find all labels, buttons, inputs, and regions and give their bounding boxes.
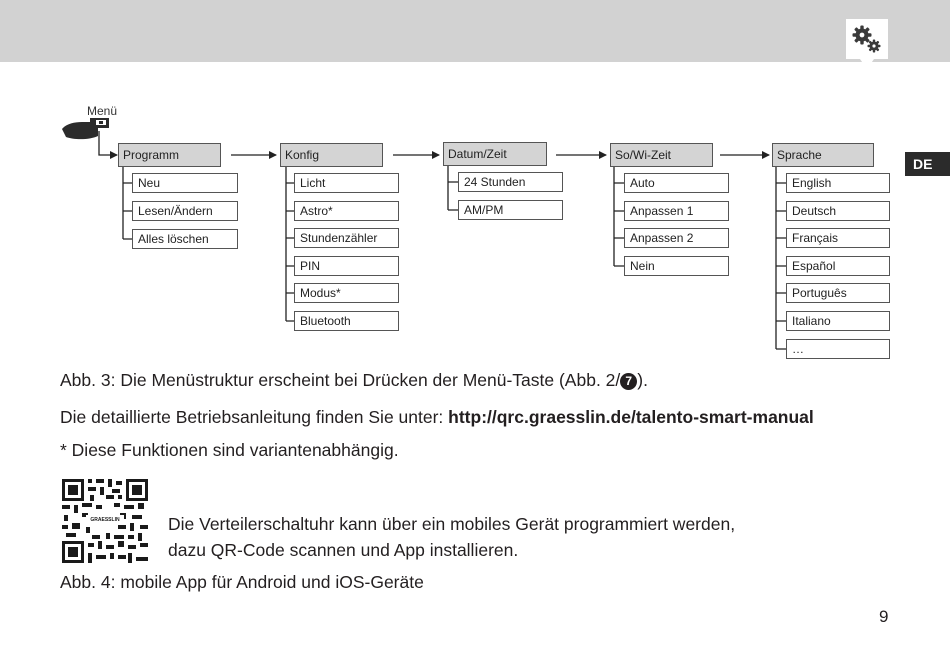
figure-3-caption <box>60 370 648 391</box>
menu-item-astro: Astro* <box>294 201 399 221</box>
figure-4-caption: Abb. 4: mobile App für Android und iOS-Geräte <box>60 572 424 592</box>
menu-item-neu: Neu <box>132 173 238 193</box>
menu-item-english: English <box>786 173 890 193</box>
menu-item-anpassen-2: Anpassen 2 <box>624 228 729 248</box>
menu-item-deutsch: Deutsch <box>786 201 890 221</box>
variant-note: * Diese Funktionen sind variantenabhängig. <box>60 440 399 460</box>
menu-item-espanol: Español <box>786 256 890 276</box>
menu-item-am-pm: AM/PM <box>458 200 563 220</box>
menu-item-24-stunden: 24 Stunden <box>458 172 563 192</box>
menu-head-sprache: Sprache <box>772 143 874 167</box>
menu-item-lesen-aendern: Lesen/Ändern <box>132 201 238 221</box>
page-number: 9 <box>879 607 889 626</box>
menu-item-stundenzaehler: Stundenzähler <box>294 228 399 248</box>
menu-item-anpassen-1: Anpassen 1 <box>624 201 729 221</box>
menu-item-licht: Licht <box>294 173 399 193</box>
menu-item-portugues: Português <box>786 283 890 303</box>
qr-brand-label: GRAESSLIN <box>90 517 120 523</box>
menu-head-konfig: Konfig <box>280 143 383 167</box>
menu-item-italiano: Italiano <box>786 311 890 331</box>
menu-item-francais: Français <box>786 228 890 248</box>
app-install-line-1: Die Verteilerschaltuhr kann über ein mobiles Gerät programmiert werden, <box>168 514 736 534</box>
app-install-text <box>168 511 735 563</box>
manual-url-link[interactable]: http://qrc.graesslin.de/talento-smart-manual <box>448 407 814 427</box>
circled-number-badge: 7 <box>620 373 637 390</box>
menu-head-so-wi-zeit: So/Wi-Zeit <box>610 143 713 167</box>
figure-3-caption-text: Abb. 3: Die Menüstruktur erscheint bei Drücken der Menü-Taste (Abb. 2/ <box>60 370 621 390</box>
menu-item-modus: Modus* <box>294 283 399 303</box>
menu-item-pin: PIN <box>294 256 399 276</box>
menu-item-more: … <box>786 339 890 359</box>
language-tab: DE <box>905 152 950 176</box>
qr-code[interactable] <box>62 479 148 563</box>
menu-item-nein: Nein <box>624 256 729 276</box>
menu-label: Menü <box>87 104 118 118</box>
manual-reference-text: Die detaillierte Betriebsanleitung finden Sie unter: <box>60 407 449 427</box>
app-install-line-2: dazu QR-Code scannen und App installieren. <box>168 540 519 560</box>
menu-head-programm: Programm <box>118 143 221 167</box>
menu-item-auto: Auto <box>624 173 729 193</box>
manual-reference <box>60 407 814 428</box>
menu-item-alles-loeschen: Alles löschen <box>132 229 238 249</box>
menu-head-datum-zeit: Datum/Zeit <box>443 142 547 166</box>
menu-item-bluetooth: Bluetooth <box>294 311 399 331</box>
figure-3-caption-end: ). <box>637 370 648 390</box>
